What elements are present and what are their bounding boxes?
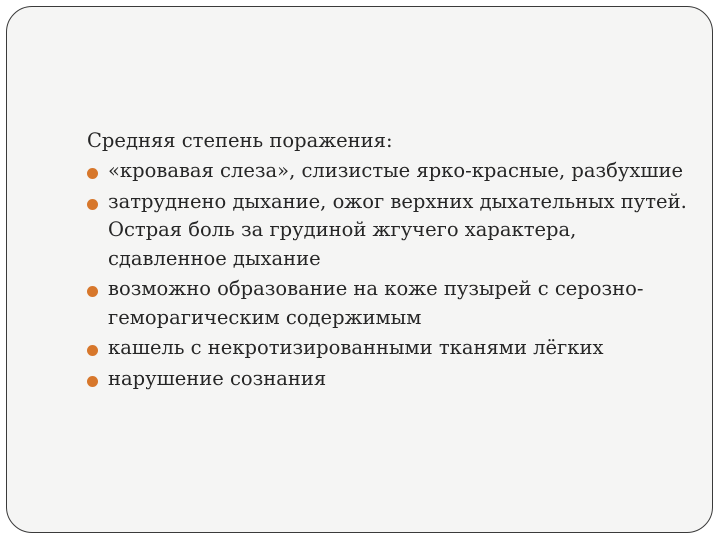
slide-frame (6, 6, 713, 533)
slide-content (87, 125, 687, 393)
bullet-dot-icon (87, 168, 98, 179)
bullet-dot-icon (87, 376, 98, 387)
slide-heading: Средняя степень поражения: (87, 129, 393, 152)
list-item-text: возможно образование на коже пузырей с серозно-геморагическим содержимым (108, 277, 644, 329)
list-item-text: нарушение сознания (108, 366, 327, 390)
bullet-dot-icon (87, 286, 98, 297)
bullet-list (87, 157, 687, 393)
list-item (87, 188, 687, 274)
list-item (87, 365, 687, 394)
list-item (87, 275, 687, 332)
list-item-text: «кровавая слеза», слизистые ярко-красные, разбухшие (108, 159, 683, 182)
list-item-text: затруднено дыхание, ожог верхних дыхательных путей. Острая боль за грудиной жгучего характера, сдавленное дыхание (108, 189, 687, 270)
list-item (87, 157, 687, 186)
list-item (87, 334, 687, 363)
bullet-dot-icon (87, 199, 98, 210)
bullet-dot-icon (87, 345, 98, 356)
list-item-text: кашель с некротизированными тканями лёгких (108, 336, 604, 359)
